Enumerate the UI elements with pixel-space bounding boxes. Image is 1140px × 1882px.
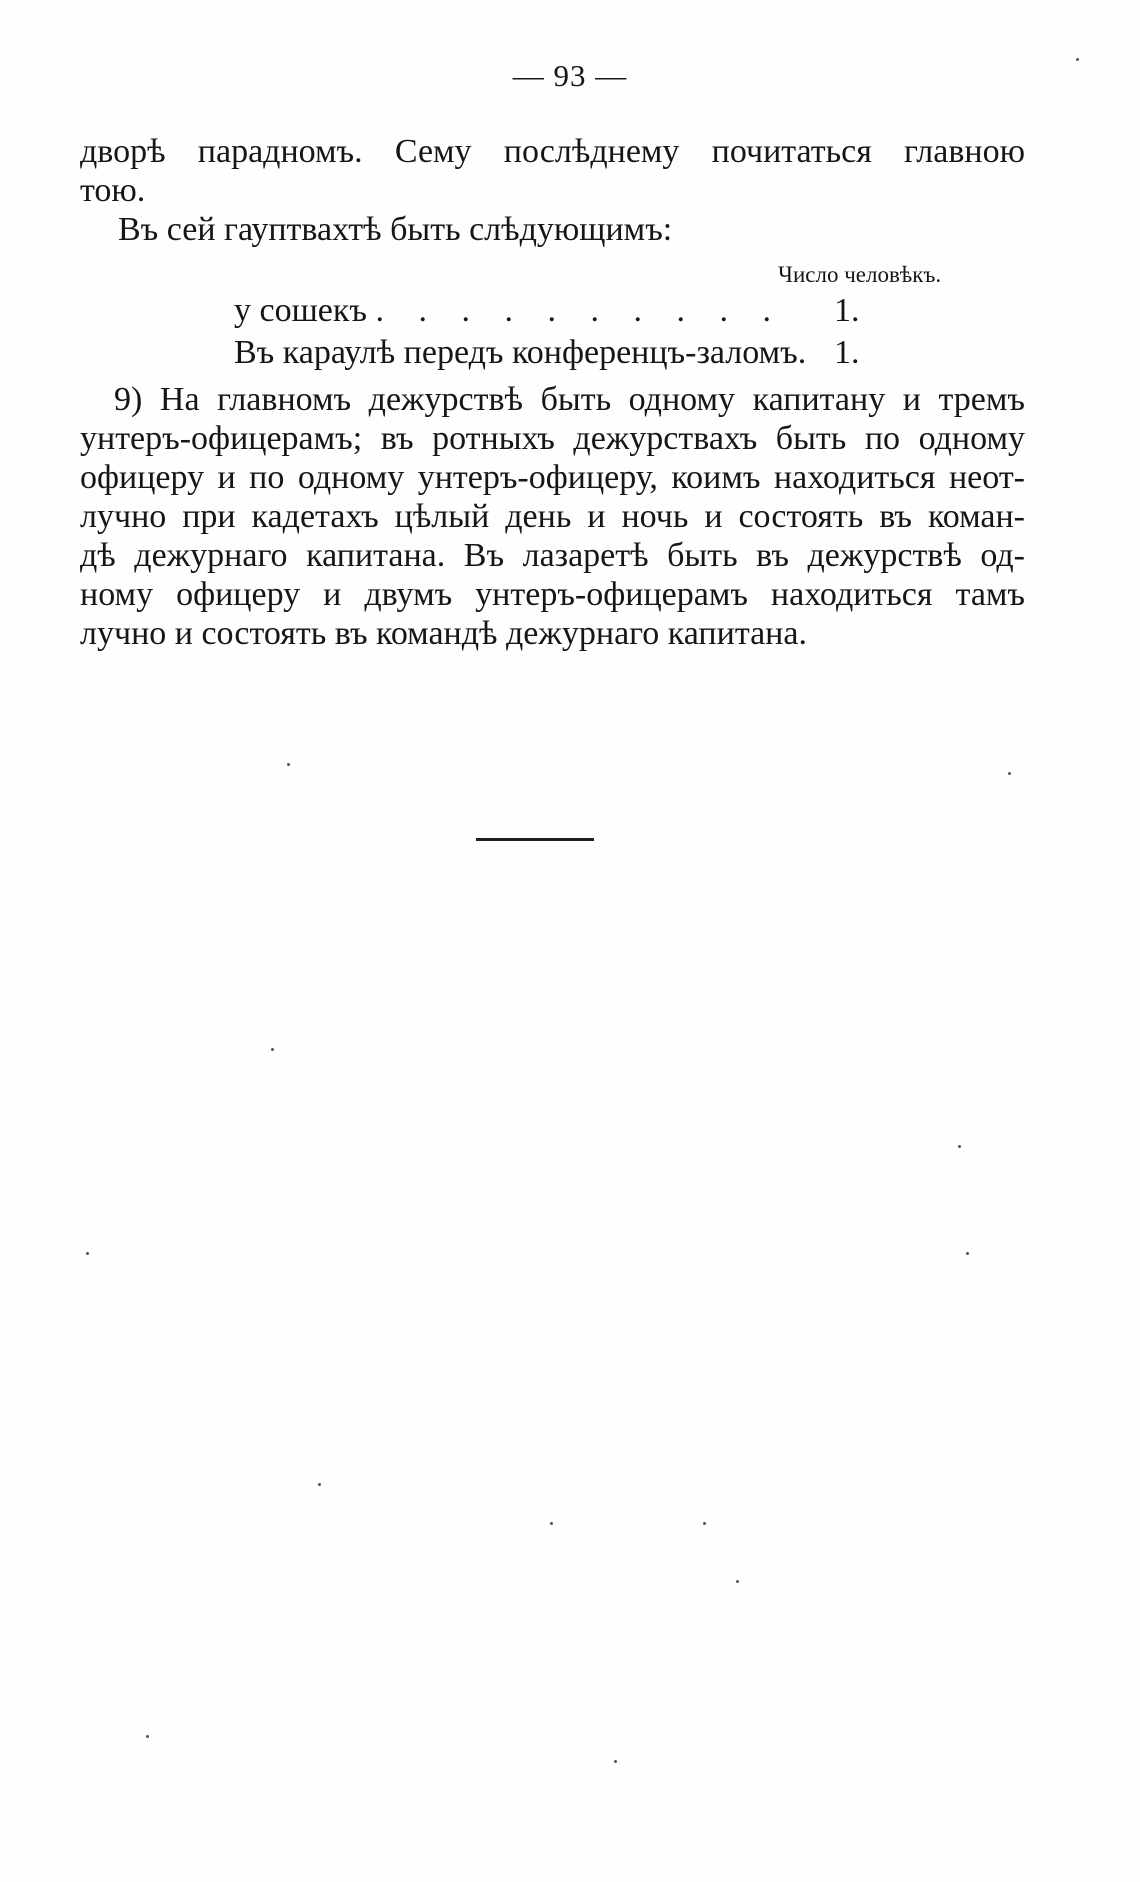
text-line: ному офицеру и двумъ унтеръ-офицерамъ находиться тамъ [80,576,1025,613]
scan-speck [958,1145,961,1148]
text-line: офицеру и по одному унтеръ-офицеру, коимъ находиться неот- [80,459,1025,496]
page-number: — 93 — [512,58,628,93]
table-row [234,292,860,330]
text-line: лучно при кадетахъ цѣлый день и ночь и состоять въ коман- [80,498,1025,535]
table-column-header: Число человѣкъ. [778,262,942,287]
scan-speck [1076,58,1079,61]
table-row [234,334,860,372]
text-line: Въ сей гауптвахтѣ быть слѣдующимъ: [118,211,673,248]
intro-text [80,132,1025,249]
scan-speck [146,1735,149,1738]
scan-speck [86,1252,89,1255]
scan-speck [550,1522,553,1525]
scan-speck [318,1483,321,1486]
text-line: унтеръ-офицерамъ; въ ротныхъ дежурствахъ быть по одному [80,420,1025,457]
leader-dots: . . . . . . . . . . [375,292,784,329]
paragraph-9 [80,380,1025,653]
row-label: Въ караулѣ передъ конференцъ-заломъ. [234,334,807,371]
text-line: дѣ дежурнаго капитана. Въ лазаретѣ быть въ дежурствѣ од- [80,537,1025,574]
row-label: у сошекъ [234,292,367,329]
scan-speck [614,1760,617,1763]
text-line: тою. [80,172,146,209]
section-divider [476,838,594,841]
row-count: 1. [834,292,860,329]
text-line: лучно и состоять въ командѣ дежурнаго капитана. [80,615,807,652]
text-line: дворѣ парадномъ. Сему послѣднему почитаться главною [80,133,1025,170]
scan-speck [703,1522,706,1525]
row-count: 1. [834,334,860,371]
text-line: 9) На главномъ дежурствѣ быть одному капитану и тремъ [114,381,1025,418]
scan-speck [736,1580,739,1583]
scan-speck [966,1252,969,1255]
scan-speck [1008,772,1011,775]
scan-speck [271,1048,274,1051]
scan-speck [287,763,290,766]
